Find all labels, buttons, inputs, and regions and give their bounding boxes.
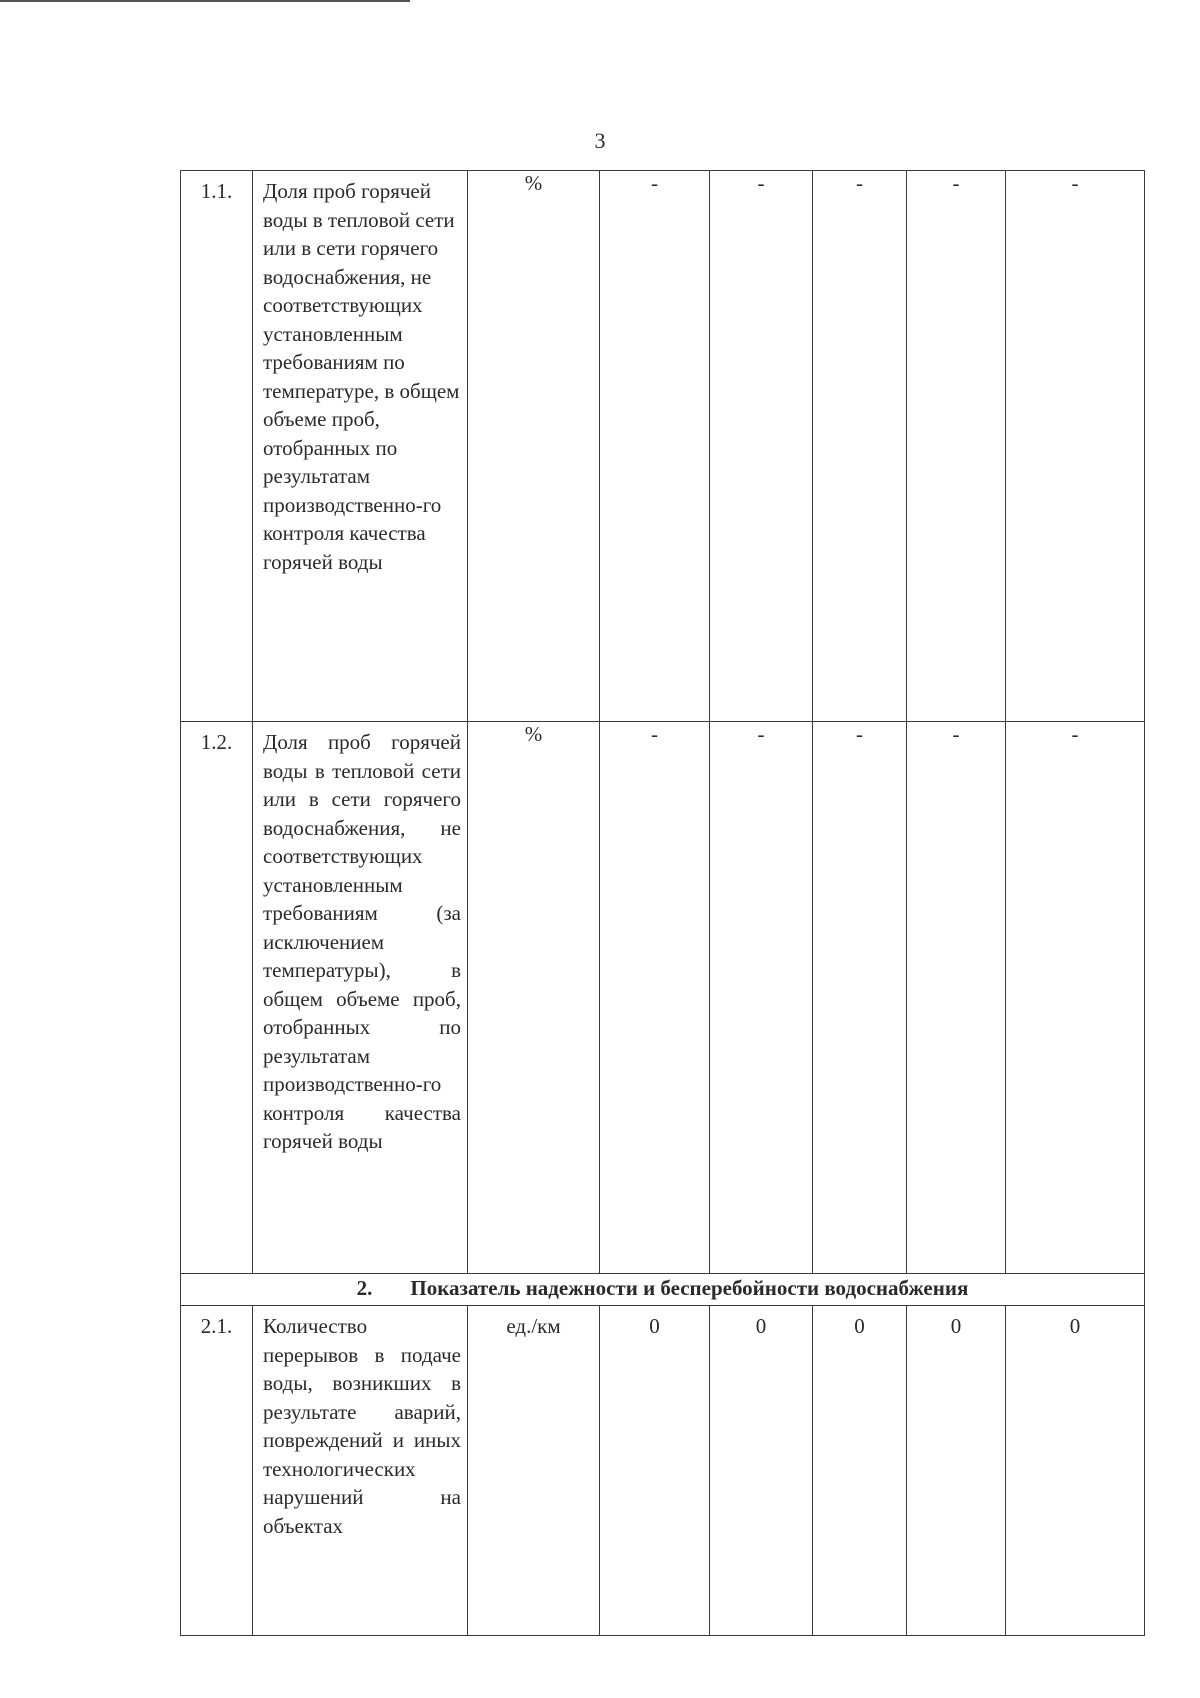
scan-edge-mark <box>0 0 410 2</box>
value-cell: 0 <box>813 1306 907 1636</box>
value-cell: - <box>813 171 907 722</box>
indicator-name: Количество перерывов в подаче воды, возникших в результате аварий, повреждений и иных технологических нарушений на объектах <box>253 1306 468 1636</box>
unit-cell: % <box>468 171 600 722</box>
unit-cell: % <box>468 722 600 1274</box>
value-cell: - <box>600 722 710 1274</box>
table-row-2-1 <box>181 1306 1145 1636</box>
row-number: 2.1. <box>181 1306 253 1636</box>
value-cell: 0 <box>600 1306 710 1636</box>
section-title: Показатель надежности и бесперебойности водоснабжения <box>410 1276 969 1300</box>
value-cell: 0 <box>1006 1306 1145 1636</box>
value-cell: 0 <box>907 1306 1006 1636</box>
section-number: 2. <box>356 1276 373 1300</box>
row-number: 1.1. <box>181 171 253 722</box>
indicator-name: Доля проб горячей воды в тепловой сети или в сети горячего водоснабжения, не соответствующих установленным требованиям (за исключением температуры), в общем объеме проб, отобранных по результатам производственно-го контроля качества горячей воды <box>253 722 468 1274</box>
value-cell: - <box>907 722 1006 1274</box>
value-cell: - <box>813 722 907 1274</box>
indicators-table <box>180 170 1145 1636</box>
value-cell: 0 <box>710 1306 813 1636</box>
value-cell: - <box>600 171 710 722</box>
table-row-1-2 <box>181 722 1145 1274</box>
page-number: 3 <box>594 128 606 153</box>
section-header-row <box>181 1274 1145 1306</box>
unit-cell: ед./км <box>468 1306 600 1636</box>
row-number: 1.2. <box>181 722 253 1274</box>
indicator-name: Доля проб горячей воды в тепловой сети или в сети горячего водоснабжения, не соответствующих установленным требованиям по температуре, в общем объеме проб, отобранных по результатам производственно-го контроля качества горячей воды <box>253 171 468 722</box>
value-cell: - <box>710 722 813 1274</box>
value-cell: - <box>907 171 1006 722</box>
value-cell: - <box>1006 722 1145 1274</box>
value-cell: - <box>710 171 813 722</box>
value-cell: - <box>1006 171 1145 722</box>
table-row-1-1 <box>181 171 1145 722</box>
section-header <box>181 1274 1145 1306</box>
